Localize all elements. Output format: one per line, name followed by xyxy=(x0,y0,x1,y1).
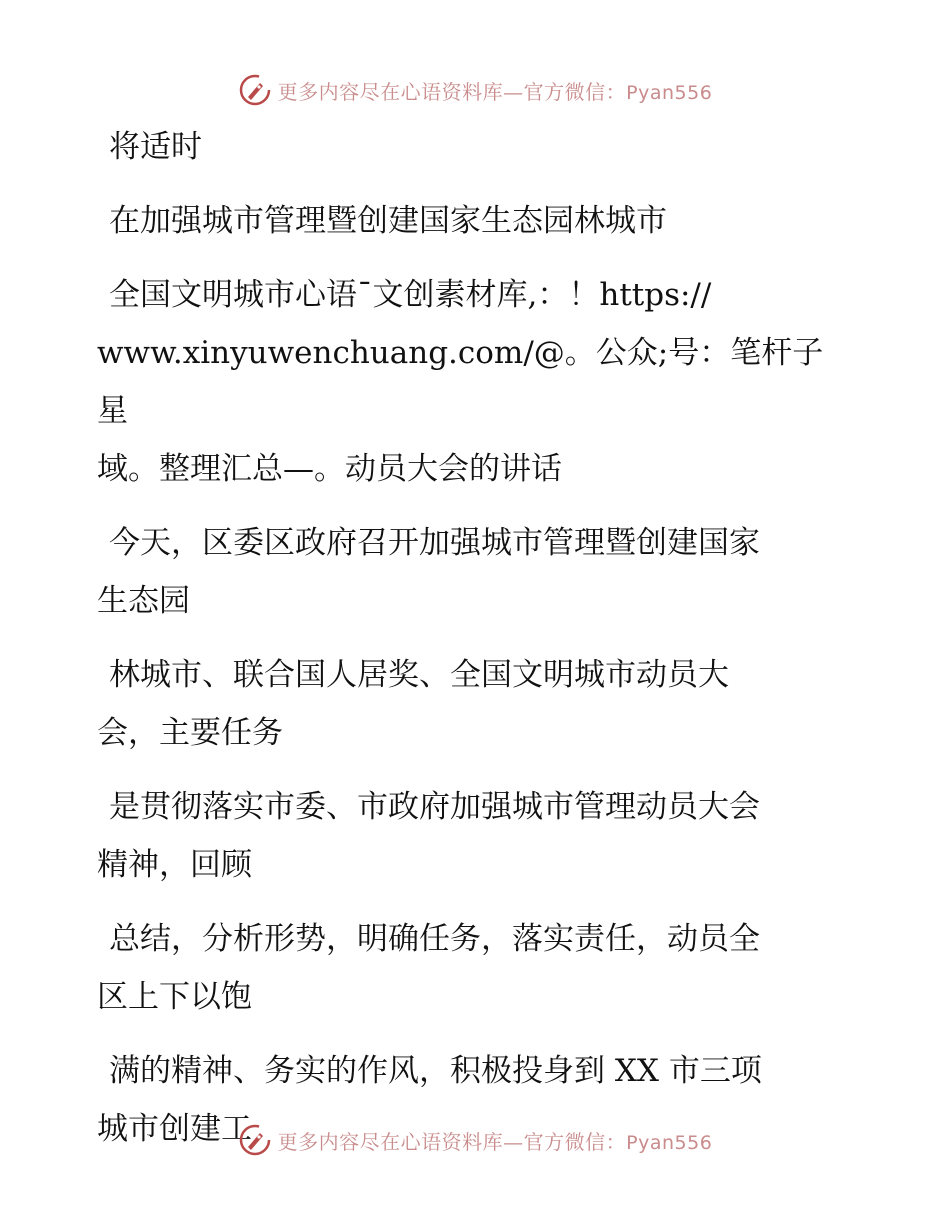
document-body xyxy=(97,118,837,1174)
paragraph-1: 将适时 xyxy=(109,129,202,165)
footer-banner xyxy=(0,1120,950,1160)
paragraph-6: 是贯彻落实市委、市政府加强城市管理动员大会 精神，回顾 xyxy=(97,789,760,883)
header-banner xyxy=(0,70,950,110)
paragraph-5: 林城市、联合国人居奖、全国文明城市动员大 会，主要任务 xyxy=(97,657,729,751)
pen-nib-circle-icon xyxy=(238,73,272,107)
header-banner-text: 更多内容尽在心语资料库—官方微信：Pyan556 xyxy=(277,79,713,104)
paragraph-4: 今天，区委区政府召开加强城市管理暨创建国家 生态园 xyxy=(97,525,760,619)
pen-nib-circle-icon xyxy=(238,1123,272,1157)
paragraph-7: 总结，分析形势，明确任务，落实责任，动员全 区上下以饱 xyxy=(97,921,760,1015)
paragraph-2: 在加强城市管理暨创建国家生态园林城市 xyxy=(109,203,667,239)
footer-banner-text: 更多内容尽在心语资料库—官方微信：Pyan556 xyxy=(277,1129,713,1154)
paragraph-3: 全国文明城市心语¯文创素材库,：！https:// www.xinyuwenchuang.com/@。公众;号：笔杆子星 域。整理汇总—。动员大会的讲话 xyxy=(97,277,824,487)
paragraph-8: 满的精神、务实的作风，积极投身到 XX 市三项 城市创建工 xyxy=(97,1053,762,1147)
